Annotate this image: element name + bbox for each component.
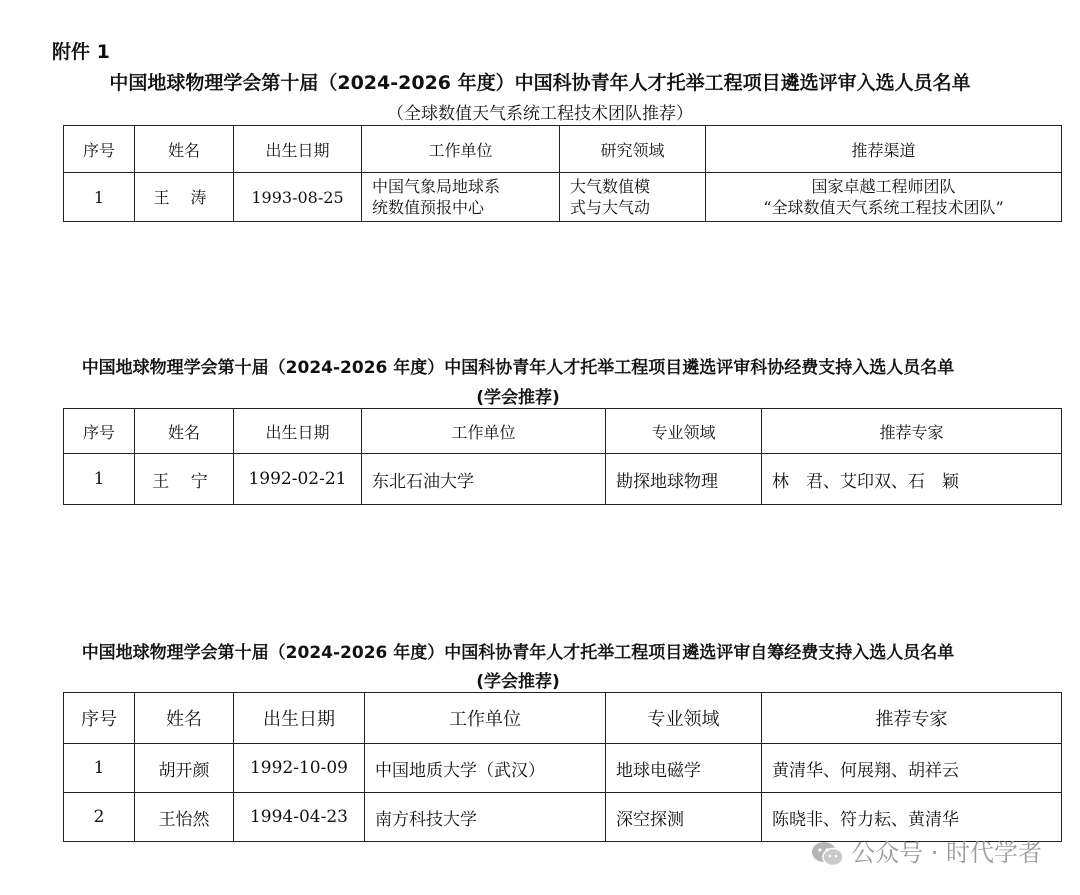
header-no: 序号	[64, 409, 135, 454]
watermark-text: 公众号 · 时代学者	[851, 839, 1042, 867]
cell-experts: 陈晓非、符力耘、黄清华	[762, 793, 1062, 842]
cell-experts: 黄清华、何展翔、胡祥云	[762, 744, 1062, 793]
cell-field	[560, 173, 706, 222]
cell-unit: 中国地质大学（武汉）	[365, 744, 606, 793]
cell-field: 勘探地球物理	[606, 454, 762, 505]
field-line1: 大气数值模	[570, 177, 651, 196]
header-birth: 出生日期	[234, 409, 362, 454]
cell-birth: 1992-02-21	[234, 454, 362, 505]
header-channel: 推荐渠道	[706, 126, 1062, 173]
cell-no: 1	[64, 173, 135, 222]
table-row	[64, 173, 1062, 222]
cell-name: 胡开颜	[135, 744, 234, 793]
header-no: 序号	[64, 126, 135, 173]
cell-field: 地球电磁学	[606, 744, 762, 793]
cell-birth: 1994-04-23	[234, 793, 365, 842]
section3-subtitle: (学会推荐)	[476, 672, 560, 692]
attachment-label: 附件 1	[52, 41, 110, 63]
cell-name: 王 宁	[135, 454, 234, 505]
wechat-icon	[811, 841, 845, 867]
section3-title: 中国地球物理学会第十届（2024-2026 年度）中国科协青年人才托举工程项目遴选评审自筹经费支持入选人员名单	[81, 643, 955, 663]
cell-name: 王怡然	[135, 793, 234, 842]
table-row	[64, 454, 1062, 505]
header-unit: 工作单位	[365, 693, 606, 744]
channel-line2: “全球数值天气系统工程技术团队”	[763, 198, 1004, 217]
cell-channel	[706, 173, 1062, 222]
cell-no: 1	[64, 744, 135, 793]
table-row	[64, 744, 1062, 793]
header-unit: 工作单位	[362, 126, 560, 173]
cell-experts: 林 君、艾印双、石 颖	[762, 454, 1062, 505]
cell-no: 2	[64, 793, 135, 842]
header-field: 专业领域	[606, 693, 762, 744]
header-experts: 推荐专家	[762, 693, 1062, 744]
header-field: 研究领域	[560, 126, 706, 173]
header-unit: 工作单位	[362, 409, 606, 454]
table-header-row	[64, 409, 1062, 454]
cell-no: 1	[64, 454, 135, 505]
header-birth: 出生日期	[234, 693, 365, 744]
cell-birth: 1993-08-25	[234, 173, 362, 222]
section2-title: 中国地球物理学会第十届（2024-2026 年度）中国科协青年人才托举工程项目遴选评审科协经费支持入选人员名单	[81, 358, 955, 378]
section1-title: 中国地球物理学会第十届（2024-2026 年度）中国科协青年人才托举工程项目遴选评审入选人员名单	[109, 72, 971, 94]
channel-line1: 国家卓越工程师团队	[811, 177, 956, 196]
header-name: 姓名	[135, 126, 234, 173]
header-name: 姓名	[135, 409, 234, 454]
cell-birth: 1992-10-09	[234, 744, 365, 793]
section2-subtitle: (学会推荐)	[476, 388, 560, 408]
watermark	[811, 833, 1042, 868]
table-header-row	[64, 693, 1062, 744]
header-name: 姓名	[135, 693, 234, 744]
header-birth: 出生日期	[234, 126, 362, 173]
table-section2	[63, 408, 1062, 505]
table-section3	[63, 692, 1062, 842]
cell-unit: 东北石油大学	[362, 454, 606, 505]
cell-unit: 南方科技大学	[365, 793, 606, 842]
table-section1	[63, 125, 1062, 222]
cell-name: 王 涛	[135, 173, 234, 222]
field-line2: 式与大气动	[570, 198, 651, 217]
cell-unit	[362, 173, 560, 222]
table-header-row	[64, 126, 1062, 173]
unit-line2: 统数值预报中心	[372, 198, 485, 217]
unit-line1: 中国气象局地球系	[372, 177, 501, 196]
header-no: 序号	[64, 693, 135, 744]
section1-subtitle: （全球数值天气系统工程技术团队推荐）	[387, 104, 693, 124]
header-field: 专业领域	[606, 409, 762, 454]
cell-field: 深空探测	[606, 793, 762, 842]
header-experts: 推荐专家	[762, 409, 1062, 454]
